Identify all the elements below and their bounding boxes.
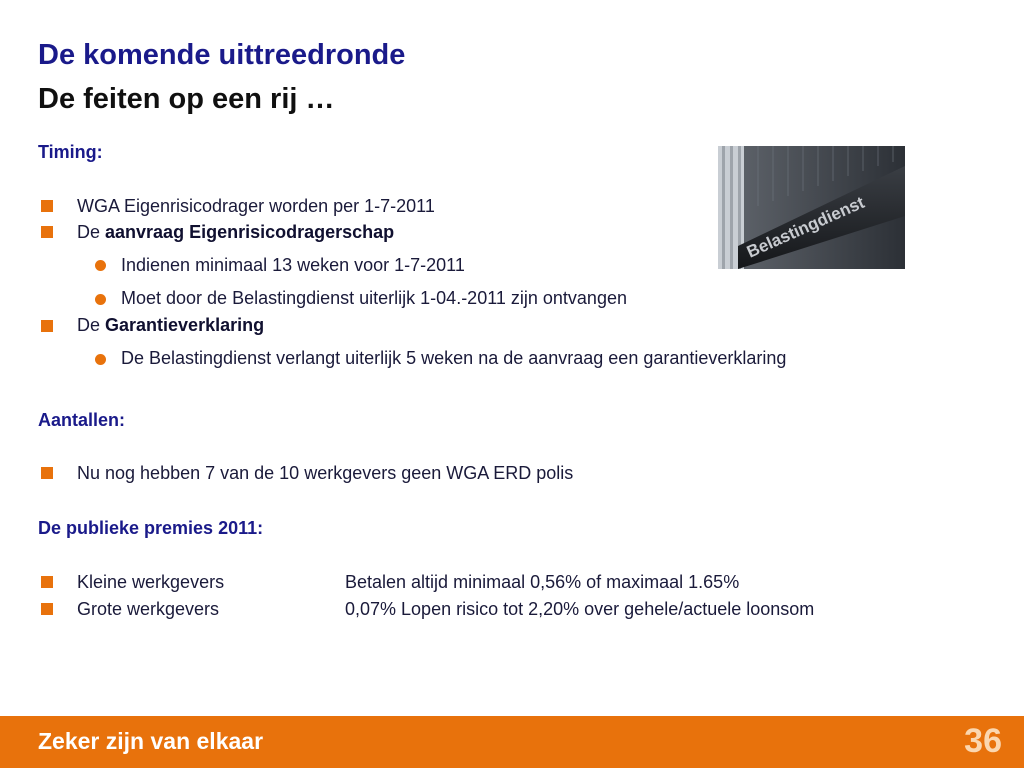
building-photo-svg <box>718 146 905 269</box>
premies-heading: De publieke premies 2011: <box>38 518 264 538</box>
premies-row-label: Grote werkgevers <box>77 599 220 619</box>
square-bullet-icon <box>41 320 53 332</box>
timing-item-2-prefix: De <box>77 222 106 242</box>
dot-bullet-icon <box>95 294 106 305</box>
timing-item-3-bold: Garantieverklaring <box>105 315 265 335</box>
belastingdienst-building-photo <box>718 146 905 269</box>
dot-bullet-icon <box>95 354 106 365</box>
premies-row-label: Kleine werkgevers <box>77 572 225 592</box>
square-bullet-icon <box>41 576 53 588</box>
timing-item-2 <box>77 222 394 243</box>
timing-heading: Timing: <box>38 142 103 162</box>
square-bullet-icon <box>41 467 53 479</box>
timing-item-1: WGA Eigenrisicodrager worden per 1-7-2011 <box>77 196 435 216</box>
timing-sub-3: De Belastingdienst verlangt uiterlijk 5 weken na de aanvraag een garantieverklaring <box>121 348 787 368</box>
aantallen-heading: Aantallen: <box>38 410 126 430</box>
aantallen-item-1: Nu nog hebben 7 van de 10 werkgevers geen WGA ERD polis <box>77 463 574 483</box>
page-number: 36 <box>964 722 1002 760</box>
premies-row-value: Betalen altijd minimaal 0,56% of maximaal 1.65% <box>345 572 740 592</box>
footer-slogan: Zeker zijn van elkaar <box>38 728 264 754</box>
square-bullet-icon <box>41 603 53 615</box>
square-bullet-icon <box>41 200 53 212</box>
sign-text: Belastingdienst <box>743 192 868 262</box>
dot-bullet-icon <box>95 260 106 271</box>
timing-sub-1: Indienen minimaal 13 weken voor 1-7-2011 <box>121 255 465 275</box>
slide-title: De komende uittreedronde <box>38 39 406 71</box>
square-bullet-icon <box>41 226 53 238</box>
timing-item-2-bold: aanvraag Eigenrisicodragerschap <box>105 222 395 242</box>
footer-bar <box>0 716 1024 768</box>
timing-item-3 <box>77 315 264 336</box>
timing-sub-2: Moet door de Belastingdienst uiterlijk 1-04.-2011 zijn ontvangen <box>121 288 627 308</box>
timing-item-3-prefix: De <box>77 315 106 335</box>
premies-row-value: 0,07% Lopen risico tot 2,20% over gehele/actuele loonsom <box>345 599 815 619</box>
slide-subtitle: De feiten op een rij … <box>38 83 335 115</box>
